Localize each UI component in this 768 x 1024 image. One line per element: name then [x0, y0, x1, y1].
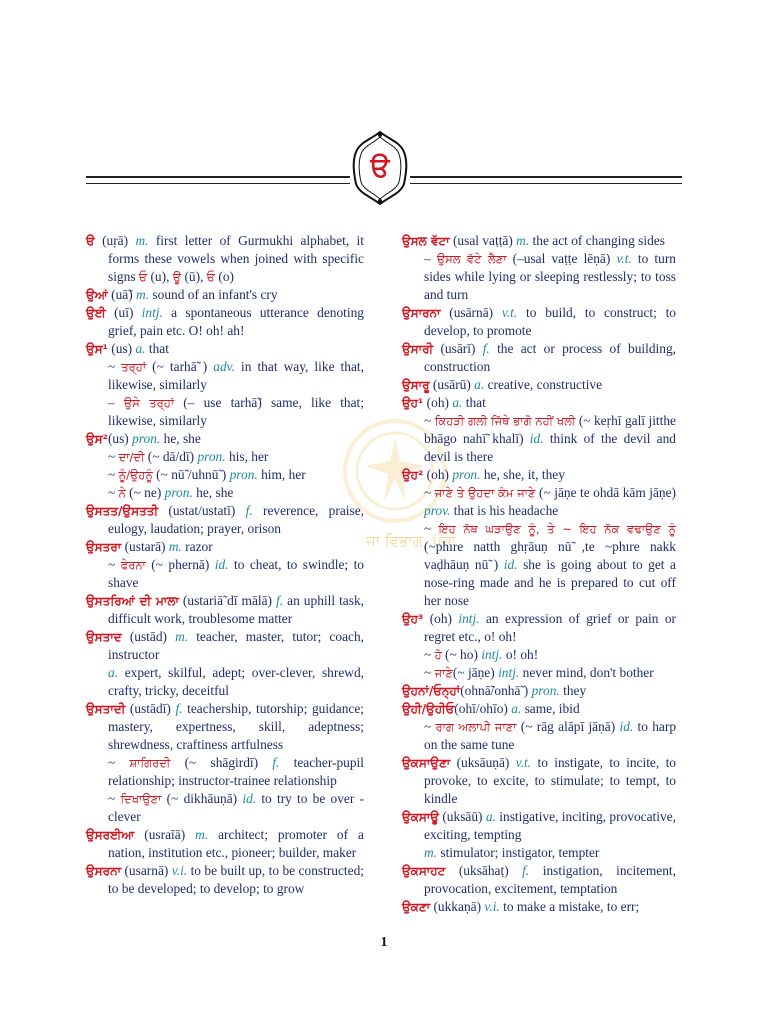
part-of-speech: intj.: [481, 647, 503, 662]
part-of-speech: pron.: [164, 485, 193, 500]
gloss-text: –: [424, 251, 437, 266]
dictionary-entry: [86, 232, 364, 286]
gloss-text: (~ jāṇe): [452, 665, 499, 680]
gloss-text: (~ keṛhī galī jitthe bhāgo nahī̃ khalī): [424, 413, 676, 446]
gloss-text: ~: [424, 719, 436, 734]
dictionary-entry: [402, 340, 676, 376]
gloss-text: (~ jāṇe te ohdā kām jāṇe): [535, 485, 676, 500]
part-of-speech: f.: [276, 593, 284, 608]
gloss-text: (ohī/ohīo): [454, 701, 512, 716]
gloss-text: (ū),: [181, 269, 207, 284]
headword: ਉਈ: [86, 306, 106, 320]
gloss-text: (~ shāgirdī): [170, 755, 273, 770]
dictionary-entry: [402, 646, 676, 664]
dictionary-entry: [402, 718, 676, 754]
punjabi-phrase: ਉਸੇ ਤਰ੍ਹਾਂ: [123, 396, 175, 410]
headword: ਉਸਰਈਆ: [86, 828, 135, 842]
part-of-speech: id.: [214, 557, 229, 572]
gloss-text: (ukkaṇā): [430, 899, 485, 914]
gloss-text: ~: [424, 485, 435, 500]
punjabi-phrase: ਉਸਲ ਵੱਟੇ ਲੈਣਾ: [436, 252, 507, 266]
headword: ੳ: [86, 234, 95, 248]
gloss-text: (usārū): [429, 377, 475, 392]
part-of-speech: m.: [195, 827, 209, 842]
gloss-text: (~ ne): [125, 485, 165, 500]
dictionary-entry: [402, 682, 676, 700]
gloss-text: (us): [107, 341, 136, 356]
gloss-text: his, her: [225, 449, 269, 464]
dictionary-entry: [86, 754, 364, 790]
part-of-speech: f.: [175, 701, 183, 716]
gloss-text: (ustād): [121, 629, 176, 644]
gloss-text: (~ dā/dī): [144, 449, 198, 464]
gloss-text: to harp on the same tune: [424, 719, 677, 752]
punjabi-phrase: ਜਾਣੇ ਤੇ ਉਹਦਾ ਕੰਮ ਜਾਣੇ: [434, 486, 536, 500]
gloss-text: the act of changing sides: [529, 233, 665, 248]
dictionary-entry: [402, 394, 676, 412]
gloss-text: (uṛā): [94, 233, 136, 248]
gloss-text: (ustariā̃ dī mālā): [178, 593, 277, 608]
gloss-text: ~: [424, 665, 435, 680]
dictionary-entry: [402, 412, 676, 466]
gloss-text: ~: [108, 791, 121, 806]
gloss-text: they: [559, 683, 587, 698]
gloss-text: (o): [215, 269, 234, 284]
dictionary-entry: [402, 862, 676, 898]
gloss-text: (~ rāg alāpī jāṇā): [516, 719, 620, 734]
punjabi-phrase: ਇਹ ਨੱਥ ਘੜਾਉਣ ਨੂੰ, ਤੇ ~ ਇਹ ਨੱਕ ਵਢਾਉਣ ਨੂੰ: [438, 522, 676, 536]
punjabi-phrase: ਨੇ: [118, 486, 126, 500]
dictionary-entry: [86, 358, 364, 394]
part-of-speech: a.: [452, 395, 463, 410]
dictionary-entry: [86, 286, 364, 304]
dictionary-entry: [402, 376, 676, 394]
punjabi-phrase: ਰਾਗ ਅਲਾਪੀ ਜਾਣਾ: [435, 720, 517, 734]
dictionary-entry: [86, 592, 364, 628]
part-of-speech: intj.: [458, 611, 480, 626]
punjabi-phrase: ਊ: [172, 270, 182, 284]
gloss-text: never mind, don't bother: [519, 665, 654, 680]
dictionary-entry: [86, 790, 364, 826]
dictionary-entry: [86, 664, 364, 700]
part-of-speech: f.: [482, 341, 490, 356]
headword: ਉਸਤਾਦੀ: [86, 702, 126, 716]
gloss-text: creative, constructive: [484, 377, 603, 392]
part-of-speech: pron.: [197, 449, 226, 464]
headword: ਉਸਾਰੂ: [402, 378, 430, 392]
gloss-text: (oh): [423, 395, 453, 410]
part-of-speech: m.: [175, 629, 189, 644]
punjabi-phrase: ਸ਼ਾਗਿਰਦੀ: [129, 756, 171, 770]
gloss-text: (uī): [105, 305, 142, 320]
letter-medallion: [350, 130, 410, 206]
gloss-text: teachership, tutorship; guidance; mastery, expertness, skill, adeptness; shrewdness, craftiness artfulness: [108, 701, 364, 752]
headword: ਉਕਸਾਹਟ: [402, 864, 446, 878]
part-of-speech: v.i.: [484, 899, 500, 914]
gloss-text: (uksāhaṭ): [445, 863, 523, 878]
headword: ਉਸ¹: [86, 342, 108, 356]
gloss-text: (usarnā): [121, 863, 172, 878]
part-of-speech: f.: [245, 503, 253, 518]
headword: ਉਸਤਰਾ: [86, 540, 122, 554]
gloss-text: ~: [424, 647, 435, 662]
dictionary-entry: [86, 502, 364, 538]
gloss-text: ~: [424, 413, 435, 428]
part-of-speech: id.: [619, 719, 634, 734]
headword: ਉਹਨਾਂ/ਓਨ੍ਹਾਂ: [402, 684, 461, 698]
dictionary-entry: [86, 826, 364, 862]
headword: ਉਕਣਾ: [402, 900, 431, 914]
gloss-text: (oh): [423, 611, 459, 626]
dictionary-entry: [402, 754, 676, 808]
gloss-text: first letter of Gurmukhi alphabet, it forms these vowels when joined with specific signs: [108, 233, 364, 284]
headword: ਉਸਤਾਦ: [86, 630, 122, 644]
dictionary-entry: [402, 520, 676, 610]
dictionary-entry: [86, 340, 364, 358]
dictionary-entry: [402, 844, 676, 862]
dictionary-entry: [402, 610, 676, 646]
gloss-text: think of the devil and devil is there: [424, 431, 677, 464]
part-of-speech: a.: [108, 665, 119, 680]
gloss-text: (usal vaṭṭā): [449, 233, 517, 248]
gloss-text: (~ tarhā̃ ): [146, 359, 214, 374]
dictionary-entry: [402, 808, 676, 844]
gloss-text: reverence, praise, eulogy, laudation; prayer, orison: [108, 503, 365, 536]
gloss-text: (uā̃): [107, 287, 137, 302]
gloss-text: to try to be over -clever: [108, 791, 365, 824]
gloss-text: stimulator; instigator, tempter: [437, 845, 600, 860]
part-of-speech: f.: [522, 863, 530, 878]
part-of-speech: v.t.: [616, 251, 632, 266]
gloss-text: (~phıre natth ghṛāuṇ nū̃ ,te ~phıre nakk vaḍhāuṇ nū̃ ): [424, 539, 676, 572]
gloss-text: (u),: [147, 269, 173, 284]
headword: ਉਕਸਾਉਣਾ: [402, 756, 451, 770]
part-of-speech: v.t.: [501, 305, 518, 320]
gloss-text: (~ dikhāuṇā): [161, 791, 243, 806]
punjabi-phrase: ਜਾਣੇ: [434, 666, 453, 680]
punjabi-phrase: ਤਰ੍ਹਾਂ: [121, 360, 147, 374]
headword: ਉਸਲ ਵੱਟਾ: [402, 234, 450, 248]
gloss-text: (usārnā): [440, 305, 502, 320]
dictionary-entry: [86, 304, 364, 340]
left-column: [86, 232, 364, 898]
gloss-text: teacher, master, tutor; coach, instructor: [108, 629, 364, 662]
gloss-text: that is his headache: [450, 503, 559, 518]
gloss-text: an uphill task, difficult work, troublesome matter: [108, 593, 364, 626]
gloss-text: expert, skilful, adept; over-clever, shrewd, crafty, tricky, deceitful: [108, 665, 364, 698]
gloss-text: he, she: [160, 431, 201, 446]
gloss-text: that: [462, 395, 486, 410]
part-of-speech: pron.: [452, 467, 481, 482]
headword: ਉਸਰਨਾ: [86, 864, 122, 878]
part-of-speech: f.: [272, 755, 280, 770]
part-of-speech: a.: [485, 809, 496, 824]
part-of-speech: a.: [511, 701, 522, 716]
headword: ਉਸਾਰਨਾ: [402, 306, 441, 320]
part-of-speech: m.: [135, 233, 149, 248]
gloss-text: –: [108, 395, 124, 410]
gloss-text: to cheat, to swindle; to shave: [108, 557, 365, 590]
gloss-text: (~ ho): [441, 647, 482, 662]
gloss-text: (usraīā): [134, 827, 196, 842]
page-header: [86, 130, 682, 210]
headword: ਉਆਂ: [86, 288, 108, 302]
gloss-text: him, her: [257, 467, 306, 482]
gloss-text: ~: [108, 755, 130, 770]
gloss-text: (ohnā̃/onhā̃ ): [460, 683, 532, 698]
dictionary-entry: [86, 628, 364, 664]
headword: ਉਹ³: [402, 612, 424, 626]
dictionary-entry: [402, 700, 676, 718]
part-of-speech: pron.: [531, 683, 560, 698]
dictionary-entry: [86, 466, 364, 484]
gloss-text: (–usal vaṭṭe lēṇā): [506, 251, 617, 266]
part-of-speech: id.: [503, 557, 518, 572]
dictionary-entry: [86, 430, 364, 448]
dictionary-entry: [86, 394, 364, 430]
headword: ਉਸਤਰਿਆਂ ਦੀ ਮਾਲਾ: [86, 594, 179, 608]
dictionary-entry: [402, 484, 676, 520]
gloss-text: (~ phernā): [145, 557, 215, 572]
gloss-text: architect; promoter of a nation, institution etc., pioneer; builder, maker: [108, 827, 364, 860]
gloss-text: she is going about to get a nose-ring made and he is prepared to cut off her nose: [424, 557, 676, 608]
gloss-text: to build, to construct; to develop, to promote: [424, 305, 677, 338]
headword: ਉਕਸਾਊ: [402, 810, 439, 824]
header-letter: ੳ: [370, 153, 390, 183]
part-of-speech: intj.: [498, 665, 520, 680]
right-column: [402, 232, 676, 916]
gloss-text: instigation, incitement, provocation, excitement, temptation: [424, 863, 676, 896]
part-of-speech: v.i.: [171, 863, 188, 878]
gloss-text: (uksāū): [438, 809, 486, 824]
part-of-speech: m.: [424, 845, 438, 860]
dictionary-entry: [86, 484, 364, 502]
headword: ਉਹ¹: [402, 396, 424, 410]
punjabi-phrase: ਕਿਹੜੀ ਗਲੀ ਜਿੱਥੇ ਭਾਗੋ ਨਹੀਂ ਖਲੀ: [434, 414, 576, 428]
gloss-text: in that way, like that, likewise, similarly: [108, 359, 364, 392]
gloss-text: (ustarā): [121, 539, 169, 554]
gloss-text: to make a mistake, to err;: [499, 899, 640, 914]
gloss-text: ~: [108, 359, 122, 374]
part-of-speech: pron.: [132, 431, 161, 446]
part-of-speech: intj.: [141, 305, 163, 320]
gloss-text: he, she, it, they: [480, 467, 565, 482]
gloss-text: (usārī): [433, 341, 483, 356]
part-of-speech: m.: [168, 539, 182, 554]
headword: ਉਹ²: [402, 468, 424, 482]
gloss-text: same, ibid: [521, 701, 580, 716]
punjabi-phrase: ਓ: [206, 270, 216, 284]
dictionary-entry: [402, 664, 676, 682]
dictionary-entry: [86, 556, 364, 592]
gloss-text: razor: [181, 539, 213, 554]
gloss-text: ~: [108, 449, 119, 464]
dictionary-entry: [402, 898, 676, 916]
gloss-text: (ustādī): [125, 701, 176, 716]
headword: ਉਸਤਤ/ਉਸਤਤੀ: [86, 504, 159, 518]
gloss-text: instigative, inciting, provocative, exciting, tempting: [424, 809, 676, 842]
punjabi-phrase: ਦਿਖਾਉਣਾ: [120, 792, 162, 806]
gloss-text: (oh): [423, 467, 453, 482]
gloss-text: a spontaneous utterance denoting grief, pain etc. O! oh! ah!: [108, 305, 364, 338]
part-of-speech: pron.: [229, 467, 258, 482]
watermark-text: ਜਾ ਵਿਭਾਗ, ਪੰਜਾ: [366, 532, 457, 550]
gloss-text: (us): [107, 431, 133, 446]
part-of-speech: prov.: [424, 503, 451, 518]
gloss-text: (~ nū̃ /uhnū̃ ): [152, 467, 230, 482]
punjabi-phrase: ਦਾ/ਦੀ: [118, 450, 145, 464]
gloss-text: sound of an infant's cry: [149, 287, 278, 302]
gloss-text: ~: [108, 485, 119, 500]
gloss-text: o! oh!: [502, 647, 539, 662]
dictionary-entry: [86, 448, 364, 466]
part-of-speech: m.: [516, 233, 530, 248]
gloss-text: to turn sides while lying or sleeping restlessly; to toss and turn: [424, 251, 677, 302]
gloss-text: to be built up, to be constructed; to be developed; to develop; to grow: [108, 863, 365, 896]
gloss-text: teacher-pupil relationship; instructor-trainee relationship: [108, 755, 364, 788]
part-of-speech: a.: [135, 341, 146, 356]
dictionary-entry: [86, 538, 364, 556]
dictionary-entry: [86, 700, 364, 754]
punjabi-phrase: ਹੋ: [434, 648, 442, 662]
part-of-speech: adv.: [213, 359, 235, 374]
punjabi-phrase: ਓ: [138, 270, 148, 284]
dictionary-entry: [402, 250, 676, 304]
gloss-text: he, she: [192, 485, 234, 500]
gloss-text: (– use tarhā̃) same, like that; likewise, similarly: [108, 395, 365, 428]
dictionary-entry: [402, 466, 676, 484]
gloss-text: (ustat/ustatī): [158, 503, 246, 518]
part-of-speech: id.: [529, 431, 544, 446]
part-of-speech: a.: [474, 377, 485, 392]
headword: ਉਹੀ/ਉਹੀਓ: [402, 702, 455, 716]
dictionary-entry: [402, 304, 676, 340]
punjabi-phrase: ਫੇਰਨਾ: [120, 558, 146, 572]
part-of-speech: v.t.: [515, 755, 532, 770]
gloss-text: to instigate, to incite, to provoke, to excite, to stimulate; to tempt, to kindle: [424, 755, 676, 806]
part-of-speech: id.: [242, 791, 257, 806]
gloss-text: that: [145, 341, 169, 356]
headword: ਉਸ²: [86, 432, 108, 446]
page-number: 1: [380, 935, 388, 950]
dictionary-entry: [86, 862, 364, 898]
gloss-text: the act or process of building, construction: [424, 341, 676, 374]
gloss-text: ~: [108, 557, 121, 572]
gloss-text: (uksāuṇā): [450, 755, 516, 770]
punjabi-phrase: ਨੂੰ/ਉਹਨੂੰ: [118, 468, 153, 482]
headword: ਉਸਾਰੀ: [402, 342, 434, 356]
part-of-speech: m.: [136, 287, 150, 302]
gloss-text: ~: [108, 467, 119, 482]
dictionary-entry: [402, 232, 676, 250]
gloss-text: an expression of grief or pain or regret etc., o! oh!: [424, 611, 676, 644]
gloss-text: ~: [424, 521, 439, 536]
